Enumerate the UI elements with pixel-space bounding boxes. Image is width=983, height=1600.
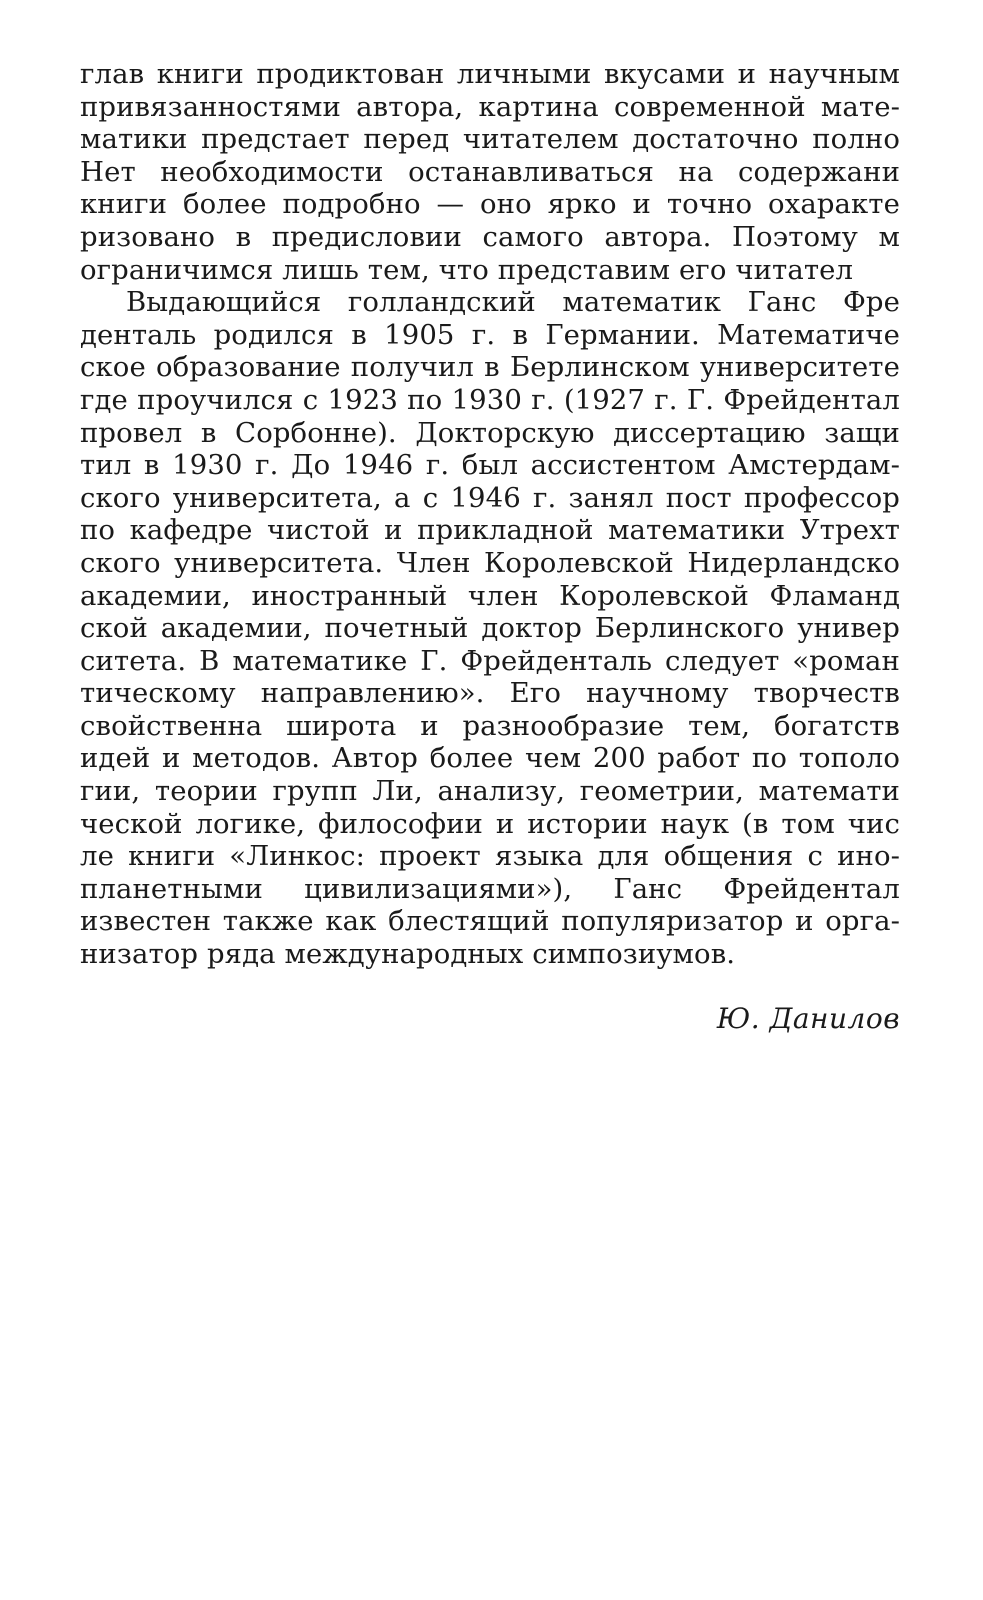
text-line: глав книги продиктован личными вкусами и научным: [80, 58, 900, 90]
text-line: ризовано в предисловии самого автора. Поэтому м: [80, 220, 900, 253]
text-line: свойственна широта и разнообразие тем, богатств: [80, 709, 900, 742]
text-line: низатор ряда международных симпозиумов.: [80, 938, 736, 971]
paragraph: [80, 286, 900, 970]
text-line: академии, иностранный член Королевской Фламанд: [80, 579, 900, 612]
text-line: ское образование получил в Берлинском университете: [80, 351, 900, 384]
signature: Ю. Данилов: [716, 1002, 900, 1035]
text-line: Нет необходимости останавливаться на содержани: [80, 155, 900, 188]
text-line: тил в 1930 г. До 1946 г. был ассистентом Амстердам-: [80, 449, 900, 482]
text-line: гии, теории групп Ли, анализу, геометрии, математи: [80, 775, 900, 808]
text-line: ского университета. Член Королевской Нидерландско: [80, 546, 900, 579]
text-line: ограничимся лишь тем, что представим его читател: [80, 253, 854, 286]
text-line: провел в Сорбонне). Докторскую диссертацию защи: [80, 416, 900, 449]
text-line: ситета. В математике Г. Фрейденталь следует «роман: [80, 644, 900, 677]
text-line: ской академии, почетный доктор Берлинского универ: [80, 612, 900, 645]
text-line: денталь родился в 1905 г. в Германии. Математиче: [80, 318, 900, 351]
text-line: привязанностями автора, картина современной мате-: [80, 90, 900, 123]
text-line: ле книги «Линкос: проект языка для общения с ино-: [80, 840, 900, 873]
text-line: матики предстает перед читателем достаточно полно: [80, 123, 900, 156]
text-line: идей и методов. Автор более чем 200 работ по тополо: [80, 742, 900, 775]
text-line: книги более подробно — оно ярко и точно охаракте: [80, 188, 900, 221]
text-line: тическому направлению». Его научному творчеств: [80, 677, 900, 710]
text-line: известен также как блестящий популяризатор и орга-: [80, 905, 900, 938]
text-line: ческой логике, философии и истории наук (в том чис: [80, 807, 900, 840]
text-line: где проучился с 1923 по 1930 г. (1927 г. Г. Фрейдентал: [80, 383, 900, 416]
text-line: Выдающийся голландский математик Ганс Фре: [126, 286, 900, 319]
text-line: ского университета, а с 1946 г. занял пост профессор: [80, 481, 900, 514]
text-line: планетными цивилизациями»), Ганс Фрейдентал: [80, 872, 900, 905]
document-page: [80, 58, 900, 1538]
text-line: по кафедре чистой и прикладной математики Утрехт: [80, 514, 900, 547]
paragraph: [80, 58, 900, 286]
document-body: [80, 58, 900, 971]
